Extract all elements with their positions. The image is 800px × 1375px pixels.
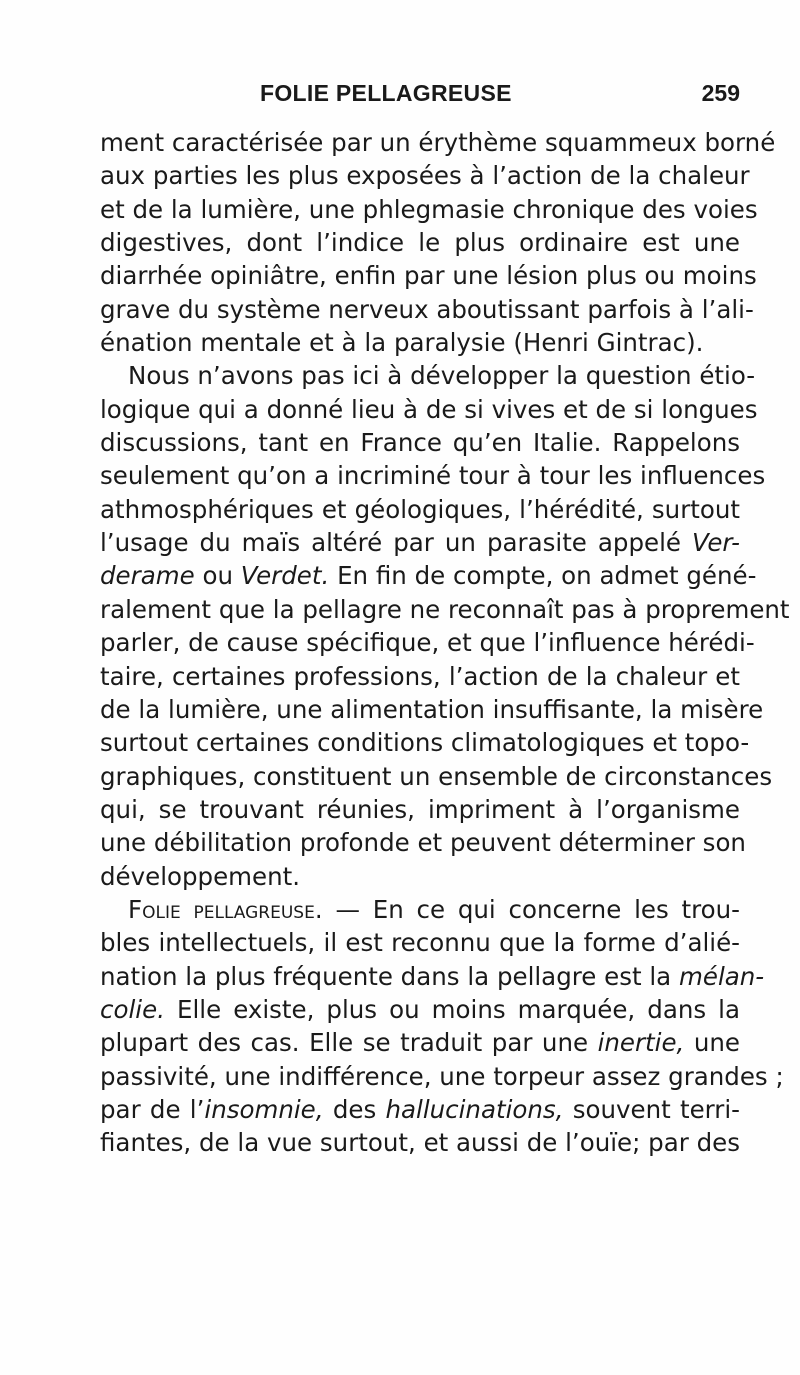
text-line: passivité, une indifférence, une torpeur assez grandes ;	[100, 1061, 784, 1091]
text-line	[100, 559, 757, 592]
text-run: ou	[202, 561, 233, 591]
text-line: fiantes, de la vue surtout, et aussi de l’ouïe; par des	[100, 1128, 740, 1158]
text-line: discussions, tant en France qu’en Italie. Rappelons	[100, 428, 740, 458]
italic-term: insomnie,	[204, 1094, 324, 1124]
italic-term: hallucinations,	[385, 1094, 564, 1124]
text-run: nation la plus fréquente dans la pellagre est la	[100, 961, 672, 991]
text-line: énation mentale et à la paralysie (Henri Gintrac).	[100, 328, 704, 358]
text-line: seulement qu’on a incriminé tour à tour les influences	[100, 461, 766, 491]
text-line: grave du système nerveux aboutissant parfois à l’ali-	[100, 294, 754, 324]
page-number: 259	[701, 80, 740, 106]
text-run: une	[693, 1028, 740, 1058]
text-line: graphiques, constituent un ensemble de circonstances	[100, 761, 773, 791]
text-run: plupart des cas. Elle se traduit par une	[100, 1028, 589, 1058]
text-line: Nous n’avons pas ici à développer la question étio-	[128, 361, 756, 391]
text-run: des	[332, 1094, 377, 1124]
italic-term: inertie,	[597, 1028, 685, 1058]
text-line	[100, 1093, 740, 1126]
text-line: ralement que la pellagre ne reconnaît pas à proprement	[100, 594, 790, 624]
text-line: bles intellectuels, il est reconnu que la forme d’alié-	[100, 928, 740, 958]
text-line: et de la lumière, une phlegmasie chronique des voies	[100, 194, 758, 224]
text-run: — En ce qui concerne les trou-	[335, 894, 740, 924]
text-line: de la lumière, une alimentation insuffisante, la misère	[100, 694, 764, 724]
text-line: surtout certaines conditions climatologiques et topo-	[100, 728, 750, 758]
italic-term: Ver-	[692, 528, 740, 558]
text-run: l’	[189, 1094, 205, 1124]
text-line	[100, 960, 765, 993]
text-line	[100, 526, 740, 559]
text-line: taire, certaines professions, l’action de la chaleur et	[100, 661, 740, 691]
text-run: souvent terri-	[572, 1094, 740, 1124]
text-run: Elle existe, plus ou moins marquée, dans la	[176, 994, 740, 1024]
text-run: l’usage du maïs altéré par un parasite appelé	[100, 528, 681, 558]
text-line: qui, se trouvant réunies, impriment à l’organisme	[100, 794, 740, 824]
italic-term: Verdet.	[240, 561, 330, 591]
text-line	[100, 993, 740, 1026]
text-line	[100, 893, 740, 926]
text-line: aux parties les plus exposées à l’action de la chaleur	[100, 161, 750, 191]
italic-term: derame	[100, 561, 195, 591]
text-run: En fin de compte, on admet géné-	[337, 561, 757, 591]
text-line	[100, 1026, 740, 1059]
italic-term: mélan-	[679, 961, 765, 991]
text-line: digestives, dont l’indice le plus ordinaire est une	[100, 228, 740, 258]
text-line: développement.	[100, 861, 301, 891]
running-title: FOLIE PELLAGREUSE	[260, 80, 512, 106]
text-line: diarrhée opiniâtre, enfin par une lésion plus ou moins	[100, 261, 757, 291]
text-line: athmosphériques et géologiques, l’hérédité, surtout	[100, 494, 740, 524]
text-line: logique qui a donné lieu à de si vives et de si longues	[100, 394, 758, 424]
text-line: ment caractérisée par un érythème squammeux borné	[100, 128, 776, 157]
text-line: parler, de cause spécifique, et que l’influence hérédi-	[100, 628, 755, 658]
running-head	[100, 80, 740, 112]
italic-term: colie.	[100, 994, 165, 1024]
body-text	[100, 126, 790, 1160]
text-run: par de	[100, 1094, 181, 1124]
section-heading: Folie pellagreuse.	[128, 894, 323, 924]
text-line: une débilitation profonde et peuvent déterminer son	[100, 828, 746, 858]
